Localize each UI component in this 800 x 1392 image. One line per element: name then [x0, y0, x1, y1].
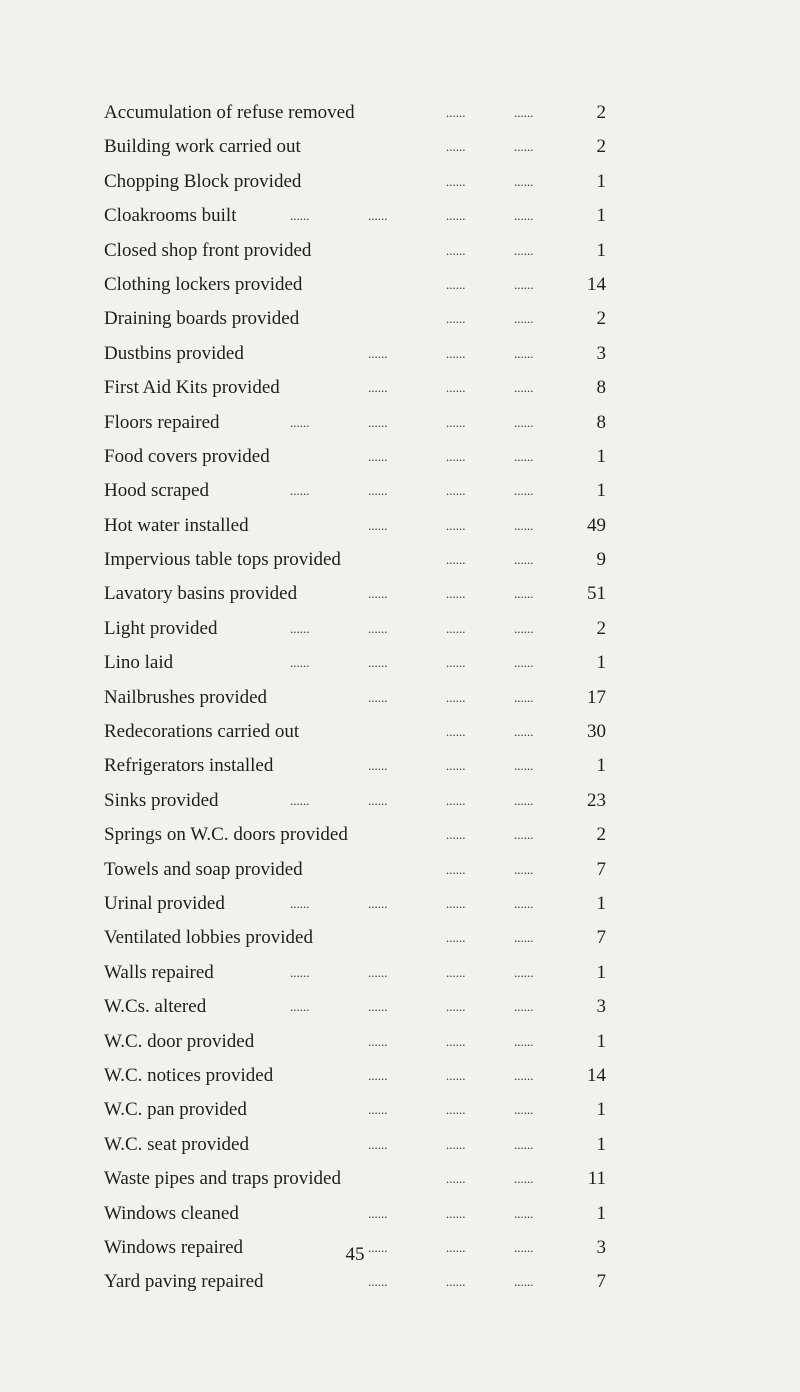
dot-leader: ......: [290, 999, 310, 1015]
item-label: Walls repaired: [104, 961, 214, 983]
item-label: W.Cs. altered: [104, 996, 207, 1018]
dot-leader: ......: [514, 586, 534, 602]
dot-leader: ......: [514, 758, 534, 774]
item-label: Windows cleaned: [104, 1202, 239, 1224]
item-label: Lino laid: [104, 652, 174, 674]
item-label: Light provided: [104, 617, 218, 639]
dot-leader: ......: [514, 964, 534, 980]
dot-leader: ......: [514, 1102, 534, 1118]
dot-leader: ......: [368, 792, 388, 808]
item-label: Chopping Block provided: [104, 170, 302, 192]
item-label: Refrigerators installed: [104, 755, 274, 777]
list-item: [104, 1059, 614, 1093]
dot-leader: ......: [446, 689, 466, 705]
list-item: [104, 199, 614, 233]
dot-leader: ......: [446, 1067, 466, 1083]
item-count: 1: [596, 1030, 606, 1052]
dot-leader: ......: [446, 999, 466, 1015]
dot-leader: ......: [446, 930, 466, 946]
list-item: [104, 337, 614, 371]
dot-leader: ......: [446, 758, 466, 774]
item-count: 2: [596, 308, 606, 330]
dot-leader: ......: [368, 620, 388, 636]
list-item: [104, 234, 614, 268]
dot-leader: ......: [446, 1274, 466, 1290]
list-item: [104, 715, 614, 749]
item-count: 9: [596, 549, 606, 571]
dot-leader: ......: [446, 1171, 466, 1187]
item-count: 30: [587, 721, 606, 743]
dot-leader: ......: [290, 208, 310, 224]
dot-leader: ......: [368, 999, 388, 1015]
dot-leader: ......: [446, 208, 466, 224]
dot-leader: ......: [514, 1239, 534, 1255]
item-label: Springs on W.C. doors provided: [104, 824, 348, 846]
list-item: [104, 1162, 614, 1196]
list-item: [104, 474, 614, 508]
dot-leader: ......: [446, 861, 466, 877]
dot-leader: ......: [368, 964, 388, 980]
item-count: 3: [596, 342, 606, 364]
dot-leader: ......: [514, 861, 534, 877]
dot-leader: ......: [368, 345, 388, 361]
items-list: [104, 96, 614, 1300]
item-count: 11: [587, 1168, 606, 1190]
list-item: [104, 956, 614, 990]
item-count: 8: [596, 377, 606, 399]
item-count: 1: [596, 1099, 606, 1121]
dot-leader: ......: [368, 1033, 388, 1049]
dot-leader: ......: [514, 414, 534, 430]
item-label: W.C. notices provided: [104, 1064, 274, 1086]
dot-leader: ......: [514, 1274, 534, 1290]
list-item: [104, 1265, 614, 1299]
item-count: 1: [596, 1202, 606, 1224]
list-item: [104, 1093, 614, 1127]
dot-leader: ......: [446, 276, 466, 292]
dot-leader: ......: [290, 792, 310, 808]
dot-leader: ......: [446, 1033, 466, 1049]
dot-leader: ......: [446, 380, 466, 396]
item-label: Yard paving repaired: [104, 1271, 264, 1293]
item-label: Hot water installed: [104, 514, 249, 536]
dot-leader: ......: [514, 827, 534, 843]
item-count: 7: [596, 927, 606, 949]
item-label: Dustbins provided: [104, 342, 244, 364]
item-label: W.C. door provided: [104, 1030, 255, 1052]
item-count: 23: [587, 789, 606, 811]
list-item: [104, 646, 614, 680]
list-item: [104, 371, 614, 405]
dot-leader: ......: [514, 620, 534, 636]
dot-leader: ......: [446, 1136, 466, 1152]
dot-leader: ......: [514, 1171, 534, 1187]
dot-leader: ......: [514, 655, 534, 671]
dot-leader: ......: [446, 895, 466, 911]
item-count: 1: [596, 170, 606, 192]
dot-leader: ......: [446, 311, 466, 327]
dot-leader: ......: [446, 655, 466, 671]
item-count: 1: [596, 652, 606, 674]
item-count: 17: [587, 686, 606, 708]
item-count: 2: [596, 617, 606, 639]
dot-leader: ......: [368, 208, 388, 224]
list-item: [104, 268, 614, 302]
dot-leader: ......: [514, 380, 534, 396]
list-item: [104, 577, 614, 611]
dot-leader: ......: [446, 964, 466, 980]
dot-leader: ......: [368, 414, 388, 430]
dot-leader: ......: [446, 724, 466, 740]
dot-leader: ......: [514, 448, 534, 464]
dot-leader: ......: [290, 483, 310, 499]
dot-leader: ......: [446, 792, 466, 808]
dot-leader: ......: [290, 655, 310, 671]
list-item: [104, 853, 614, 887]
item-count: 14: [587, 1064, 606, 1086]
list-item: [104, 681, 614, 715]
list-item: [104, 543, 614, 577]
dot-leader: ......: [514, 517, 534, 533]
list-item: [104, 165, 614, 199]
dot-leader: ......: [290, 895, 310, 911]
dot-leader: ......: [368, 655, 388, 671]
item-count: 2: [596, 136, 606, 158]
list-item: [104, 302, 614, 336]
dot-leader: ......: [514, 792, 534, 808]
item-label: Redecorations carried out: [104, 721, 300, 743]
dot-leader: ......: [290, 964, 310, 980]
item-label: Windows repaired: [104, 1236, 244, 1258]
dot-leader: ......: [514, 276, 534, 292]
dot-leader: ......: [446, 139, 466, 155]
dot-leader: ......: [514, 173, 534, 189]
item-label: Food covers provided: [104, 445, 270, 467]
item-count: 1: [596, 1133, 606, 1155]
dot-leader: ......: [514, 552, 534, 568]
item-count: 1: [596, 892, 606, 914]
item-label: Cloakrooms built: [104, 205, 237, 227]
item-count: 1: [596, 205, 606, 227]
dot-leader: ......: [514, 139, 534, 155]
dot-leader: ......: [514, 105, 534, 120]
list-item: [104, 440, 614, 474]
item-label: Accumulation of refuse removed: [104, 102, 355, 123]
dot-leader: ......: [446, 620, 466, 636]
item-count: 2: [596, 824, 606, 846]
item-label: First Aid Kits provided: [104, 377, 280, 399]
dot-leader: ......: [368, 689, 388, 705]
item-label: Closed shop front provided: [104, 239, 312, 261]
item-label: Draining boards provided: [104, 308, 300, 330]
item-label: Impervious table tops provided: [104, 549, 341, 571]
dot-leader: ......: [368, 483, 388, 499]
dot-leader: ......: [514, 1205, 534, 1221]
list-item: [104, 749, 614, 783]
item-count: 14: [587, 273, 606, 295]
item-count: 7: [596, 1271, 606, 1293]
item-count: 7: [596, 858, 606, 880]
item-count: 49: [587, 514, 606, 536]
dot-leader: ......: [446, 552, 466, 568]
dot-leader: ......: [514, 999, 534, 1015]
item-label: Waste pipes and traps provided: [104, 1168, 341, 1190]
dot-leader: ......: [514, 311, 534, 327]
dot-leader: ......: [446, 448, 466, 464]
item-count: 1: [596, 480, 606, 502]
dot-leader: ......: [514, 1033, 534, 1049]
dot-leader: ......: [514, 345, 534, 361]
item-count: 51: [587, 583, 606, 605]
dot-leader: ......: [514, 724, 534, 740]
item-count: 3: [596, 1236, 606, 1258]
item-label: Sinks provided: [104, 789, 219, 811]
list-item: [104, 818, 614, 852]
item-label: Building work carried out: [104, 136, 301, 158]
dot-leader: ......: [368, 586, 388, 602]
dot-leader: ......: [446, 517, 466, 533]
dot-leader: ......: [446, 345, 466, 361]
item-label: Towels and soap provided: [104, 858, 303, 880]
dot-leader: ......: [446, 414, 466, 430]
list-item: [104, 612, 614, 646]
list-item: [104, 990, 614, 1024]
list-item: [104, 784, 614, 818]
item-count: 1: [596, 239, 606, 261]
dot-leader: ......: [368, 1102, 388, 1118]
item-label: Ventilated lobbies provided: [104, 927, 313, 949]
item-label: Clothing lockers provided: [104, 273, 303, 295]
dot-leader: ......: [368, 895, 388, 911]
dot-leader: ......: [290, 414, 310, 430]
dot-leader: ......: [368, 1067, 388, 1083]
list-item: [104, 1025, 614, 1059]
dot-leader: ......: [368, 448, 388, 464]
dot-leader: ......: [446, 242, 466, 258]
item-label: W.C. seat provided: [104, 1133, 249, 1155]
list-item: [104, 509, 614, 543]
dot-leader: ......: [446, 827, 466, 843]
dot-leader: ......: [290, 620, 310, 636]
item-count: 8: [596, 411, 606, 433]
dot-leader: ......: [514, 930, 534, 946]
item-label: Urinal provided: [104, 892, 225, 914]
dot-leader: ......: [446, 173, 466, 189]
dot-leader: ......: [446, 1239, 466, 1255]
list-item: [104, 130, 614, 164]
dot-leader: ......: [514, 895, 534, 911]
dot-leader: ......: [368, 758, 388, 774]
item-count: 2: [596, 102, 606, 123]
item-label: Hood scraped: [104, 480, 209, 502]
list-item: [104, 1128, 614, 1162]
list-item: [104, 1197, 614, 1231]
dot-leader: ......: [514, 1136, 534, 1152]
item-label: Nailbrushes provided: [104, 686, 268, 708]
item-label: Lavatory basins provided: [104, 583, 298, 605]
dot-leader: ......: [368, 1136, 388, 1152]
dot-leader: ......: [446, 1102, 466, 1118]
dot-leader: ......: [368, 1239, 388, 1255]
dot-leader: ......: [446, 105, 466, 120]
dot-leader: ......: [368, 1274, 388, 1290]
list-item: [104, 406, 614, 440]
item-count: 1: [596, 755, 606, 777]
dot-leader: ......: [514, 1067, 534, 1083]
list-item: [104, 887, 614, 921]
list-item: [104, 921, 614, 955]
dot-leader: ......: [514, 208, 534, 224]
dot-leader: ......: [368, 1205, 388, 1221]
dot-leader: ......: [368, 517, 388, 533]
dot-leader: ......: [514, 689, 534, 705]
dot-leader: ......: [446, 1205, 466, 1221]
item-label: Floors repaired: [104, 411, 220, 433]
list-item: [104, 96, 614, 130]
dot-leader: ......: [446, 483, 466, 499]
item-count: 1: [596, 445, 606, 467]
item-label: W.C. pan provided: [104, 1099, 247, 1121]
dot-leader: ......: [514, 242, 534, 258]
dot-leader: ......: [446, 586, 466, 602]
item-count: 1: [596, 961, 606, 983]
item-count: 3: [596, 996, 606, 1018]
dot-leader: ......: [514, 483, 534, 499]
page-number: 45: [345, 1244, 365, 1265]
dot-leader: ......: [368, 380, 388, 396]
